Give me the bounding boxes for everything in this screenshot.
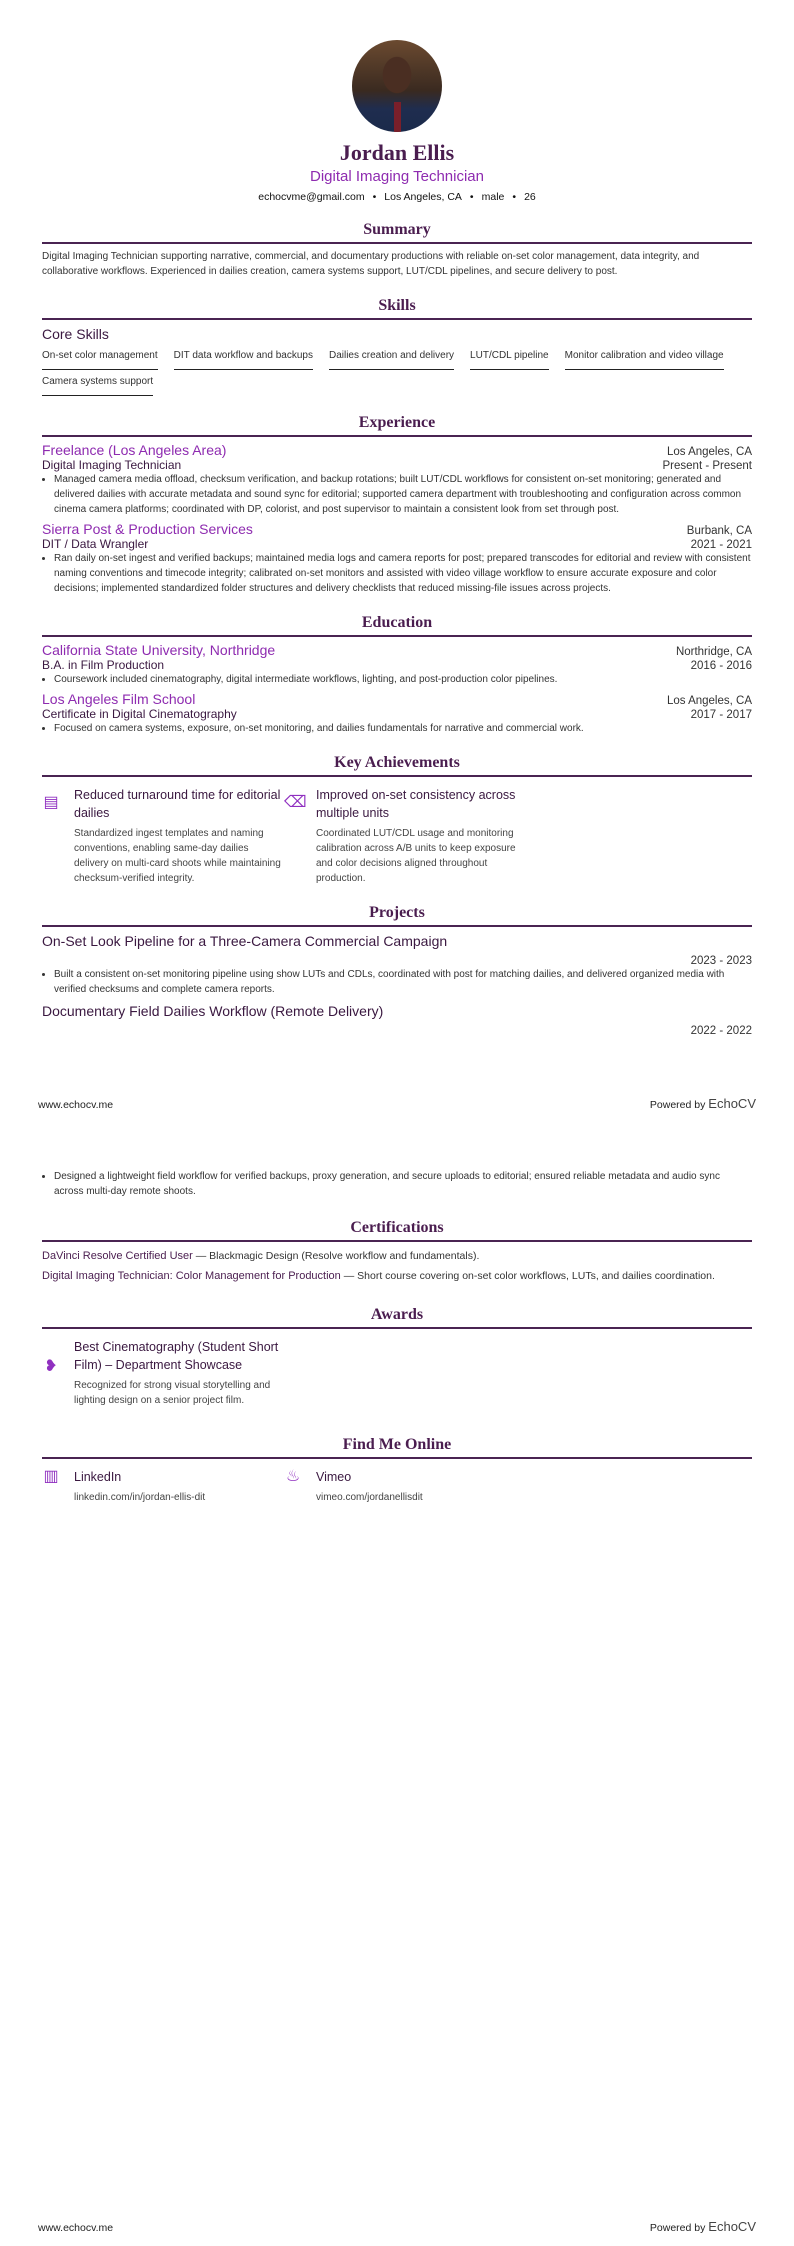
bullet: • Designed a lightweight field workflow for verified backups, proxy generation, and secure uploads to editorial; ensured reliable metadata and audio sync across multi-day remote shoots.: [54, 1169, 752, 1199]
achievements-heading: Key Achievements: [42, 754, 752, 777]
experience-entry: [42, 521, 752, 596]
achievement-item: [284, 786, 526, 886]
role: DIT / Data Wrangler: [42, 537, 149, 551]
project-title: Documentary Field Dailies Workflow (Remote Delivery): [42, 1003, 384, 1019]
candidate-name: Jordan Ellis: [339, 140, 455, 165]
skill-chip: Camera systems support: [42, 370, 153, 396]
dates: Present - Present: [662, 460, 752, 472]
skills-list: [42, 344, 752, 396]
summary-heading: Summary: [42, 221, 752, 244]
cake-icon: ♨: [285, 1468, 301, 1485]
contact-line: echocvme@gmail.com • Los Angeles, CA • male • 26: [258, 191, 536, 203]
brand-logo[interactable]: EchoCV: [708, 1096, 756, 1111]
profile-name: LinkedIn: [74, 1470, 122, 1484]
age: 26: [524, 191, 536, 203]
skills-group-title: Core Skills: [42, 326, 109, 342]
building-icon: ▥: [43, 1468, 59, 1485]
calendar-icon: ▤: [43, 794, 59, 811]
dates: 2016 - 2016: [690, 660, 752, 672]
skill-chip: DIT data workflow and backups: [174, 344, 313, 370]
profile-link-vimeo[interactable]: [284, 1468, 526, 1505]
page-footer: [38, 2219, 756, 2234]
profile-link-linkedin[interactable]: [42, 1468, 284, 1505]
bullet: • Built a consistent on-set monitoring pipeline using show LUTs and CDLs, coordinated with post for matching dailies, and delivered organized media with verified checksums and complete camera reports.: [54, 967, 752, 997]
education-entry: [42, 642, 752, 687]
location: Los Angeles, CA: [666, 695, 752, 707]
degree: B.A. in Film Production: [42, 658, 165, 672]
certification-desc: Short course covering on-set color workflows, LUTs, and dailies coordination.: [357, 1270, 715, 1282]
page-footer: [38, 1096, 756, 1111]
achievements-list: [42, 782, 752, 886]
skill-chip: LUT/CDL pipeline: [470, 344, 549, 370]
profile-url[interactable]: vimeo.com/jordanellisdit: [316, 1492, 423, 1503]
award-title: Best Cinematography (Student Short Film) – Department Showcase: [74, 1340, 279, 1372]
resume-header: [42, 0, 752, 203]
location: Burbank, CA: [686, 525, 752, 537]
award-desc: Recognized for strong visual storytelling and lighting design on a senior project film.: [74, 1380, 271, 1406]
awards-list: [42, 1334, 752, 1408]
certification-desc: Blackmagic Design (Resolve workflow and fundamentals).: [209, 1250, 480, 1262]
project-title: On-Set Look Pipeline for a Three-Camera Commercial Campaign: [42, 933, 448, 949]
bullet: • Ran daily on-set ingest and verified backups; maintained media logs and camera reports for post; prepared transcodes for editorial and review with consistent naming conventions and timecode integrity; calibrated on-set monitors and assisted with video village workflow to ensure accurate exposure and color decisions; implemented standardized folder structures and delivery checklists that reduced missing-file issues across projects.: [54, 551, 752, 596]
project-entry: [42, 933, 752, 997]
speech-bubble-icon: ❥: [44, 1358, 58, 1375]
bullet: • Coursework included cinematography, digital intermediate workflows, lighting, and post-production color pipelines.: [54, 672, 752, 687]
education-entry: [42, 691, 752, 736]
profile-url[interactable]: linkedin.com/in/jordan-ellis-dit: [74, 1492, 206, 1503]
page-2: [0, 1123, 794, 2246]
online-links: [42, 1464, 752, 1505]
profile-name: Vimeo: [316, 1470, 352, 1484]
achievement-desc: Standardized ingest templates and naming conventions, enabling same-day dailies delivery on multi-card shoots while maintaining checksum-verified integrity.: [74, 828, 281, 884]
experience-entry: [42, 442, 752, 517]
company: Freelance (Los Angeles Area): [42, 442, 227, 458]
role: Digital Imaging Technician: [42, 458, 182, 472]
skill-chip: On-set color management: [42, 344, 158, 370]
skill-chip: Monitor calibration and video village: [565, 344, 724, 370]
award-item: [42, 1338, 284, 1408]
projects-heading: Projects: [42, 904, 752, 927]
skill-chip: Dailies creation and delivery: [329, 344, 454, 370]
dates: 2021 - 2021: [690, 539, 752, 551]
footer-site-link[interactable]: www.echocv.me: [38, 2222, 114, 2234]
dates: 2023 - 2023: [690, 955, 752, 967]
awards-heading: Awards: [42, 1306, 752, 1329]
achievement-item: [42, 786, 284, 886]
achievement-title: Reduced turnaround time for editorial dailies: [74, 788, 281, 820]
avatar: [352, 40, 442, 132]
backspace-icon: ⌫: [284, 794, 307, 811]
dates: 2022 - 2022: [690, 1025, 752, 1037]
certification-name: Digital Imaging Technician: Color Management for Production: [42, 1270, 341, 1282]
location: Los Angeles, CA: [384, 191, 462, 203]
certification-name: DaVinci Resolve Certified User: [42, 1250, 193, 1262]
school: California State University, Northridge: [42, 642, 276, 658]
achievement-title: Improved on-set consistency across multiple units: [316, 788, 516, 820]
project-entry: [42, 1003, 752, 1037]
certification-item: DaVinci Resolve Certified User — Blackmagic Design (Resolve workflow and fundamentals).: [42, 1250, 480, 1262]
powered-by: Powered by: [649, 2222, 706, 2234]
education-heading: Education: [42, 614, 752, 637]
achievement-desc: Coordinated LUT/CDL usage and monitoring calibration across A/B units to keep exposure and color decisions aligned throughout production.: [316, 828, 516, 884]
location: Northridge, CA: [675, 646, 752, 658]
degree: Certificate in Digital Cinematography: [42, 707, 237, 721]
job-title: Digital Imaging Technician: [310, 168, 484, 185]
gender: male: [481, 191, 505, 203]
company: Sierra Post & Production Services: [42, 521, 253, 537]
brand-logo[interactable]: EchoCV: [708, 2219, 756, 2234]
bullet: • Managed camera media offload, checksum verification, and backup rotations; built LUT/CDL workflows for consistent on-set monitoring; generated and delivered dailies with accurate metadata and sound sync for editorial; supported camera department with troubleshooting and configuration across common cinema camera platforms; coordinated with DP, colorist, and post supervisor to maintain a consistent look from set through post.: [54, 472, 752, 517]
experience-heading: Experience: [42, 414, 752, 437]
email[interactable]: echocvme@gmail.com: [258, 191, 365, 203]
certification-item: Digital Imaging Technician: Color Management for Production — Short course covering on-set color workflows, LUTs, and dailies coordination.: [42, 1270, 715, 1282]
powered-by: Powered by: [649, 1099, 706, 1111]
school: Los Angeles Film School: [42, 691, 196, 707]
footer-site-link[interactable]: www.echocv.me: [38, 1099, 114, 1111]
summary-text: Digital Imaging Technician supporting narrative, commercial, and documentary productions with reliable on-set color management, data integrity, and collaborative workflows. Experienced in dailies creation, camera systems support, LUT/CDL pipelines, and secure delivery to post.: [42, 251, 700, 277]
skills-heading: Skills: [42, 297, 752, 320]
bullet: • Focused on camera systems, exposure, on-set monitoring, and dailies fundamentals for narrative and commercial work.: [54, 721, 752, 736]
certifications-heading: Certifications: [42, 1219, 752, 1242]
online-heading: Find Me Online: [42, 1436, 752, 1459]
location: Los Angeles, CA: [666, 446, 752, 458]
dates: 2017 - 2017: [690, 709, 752, 721]
